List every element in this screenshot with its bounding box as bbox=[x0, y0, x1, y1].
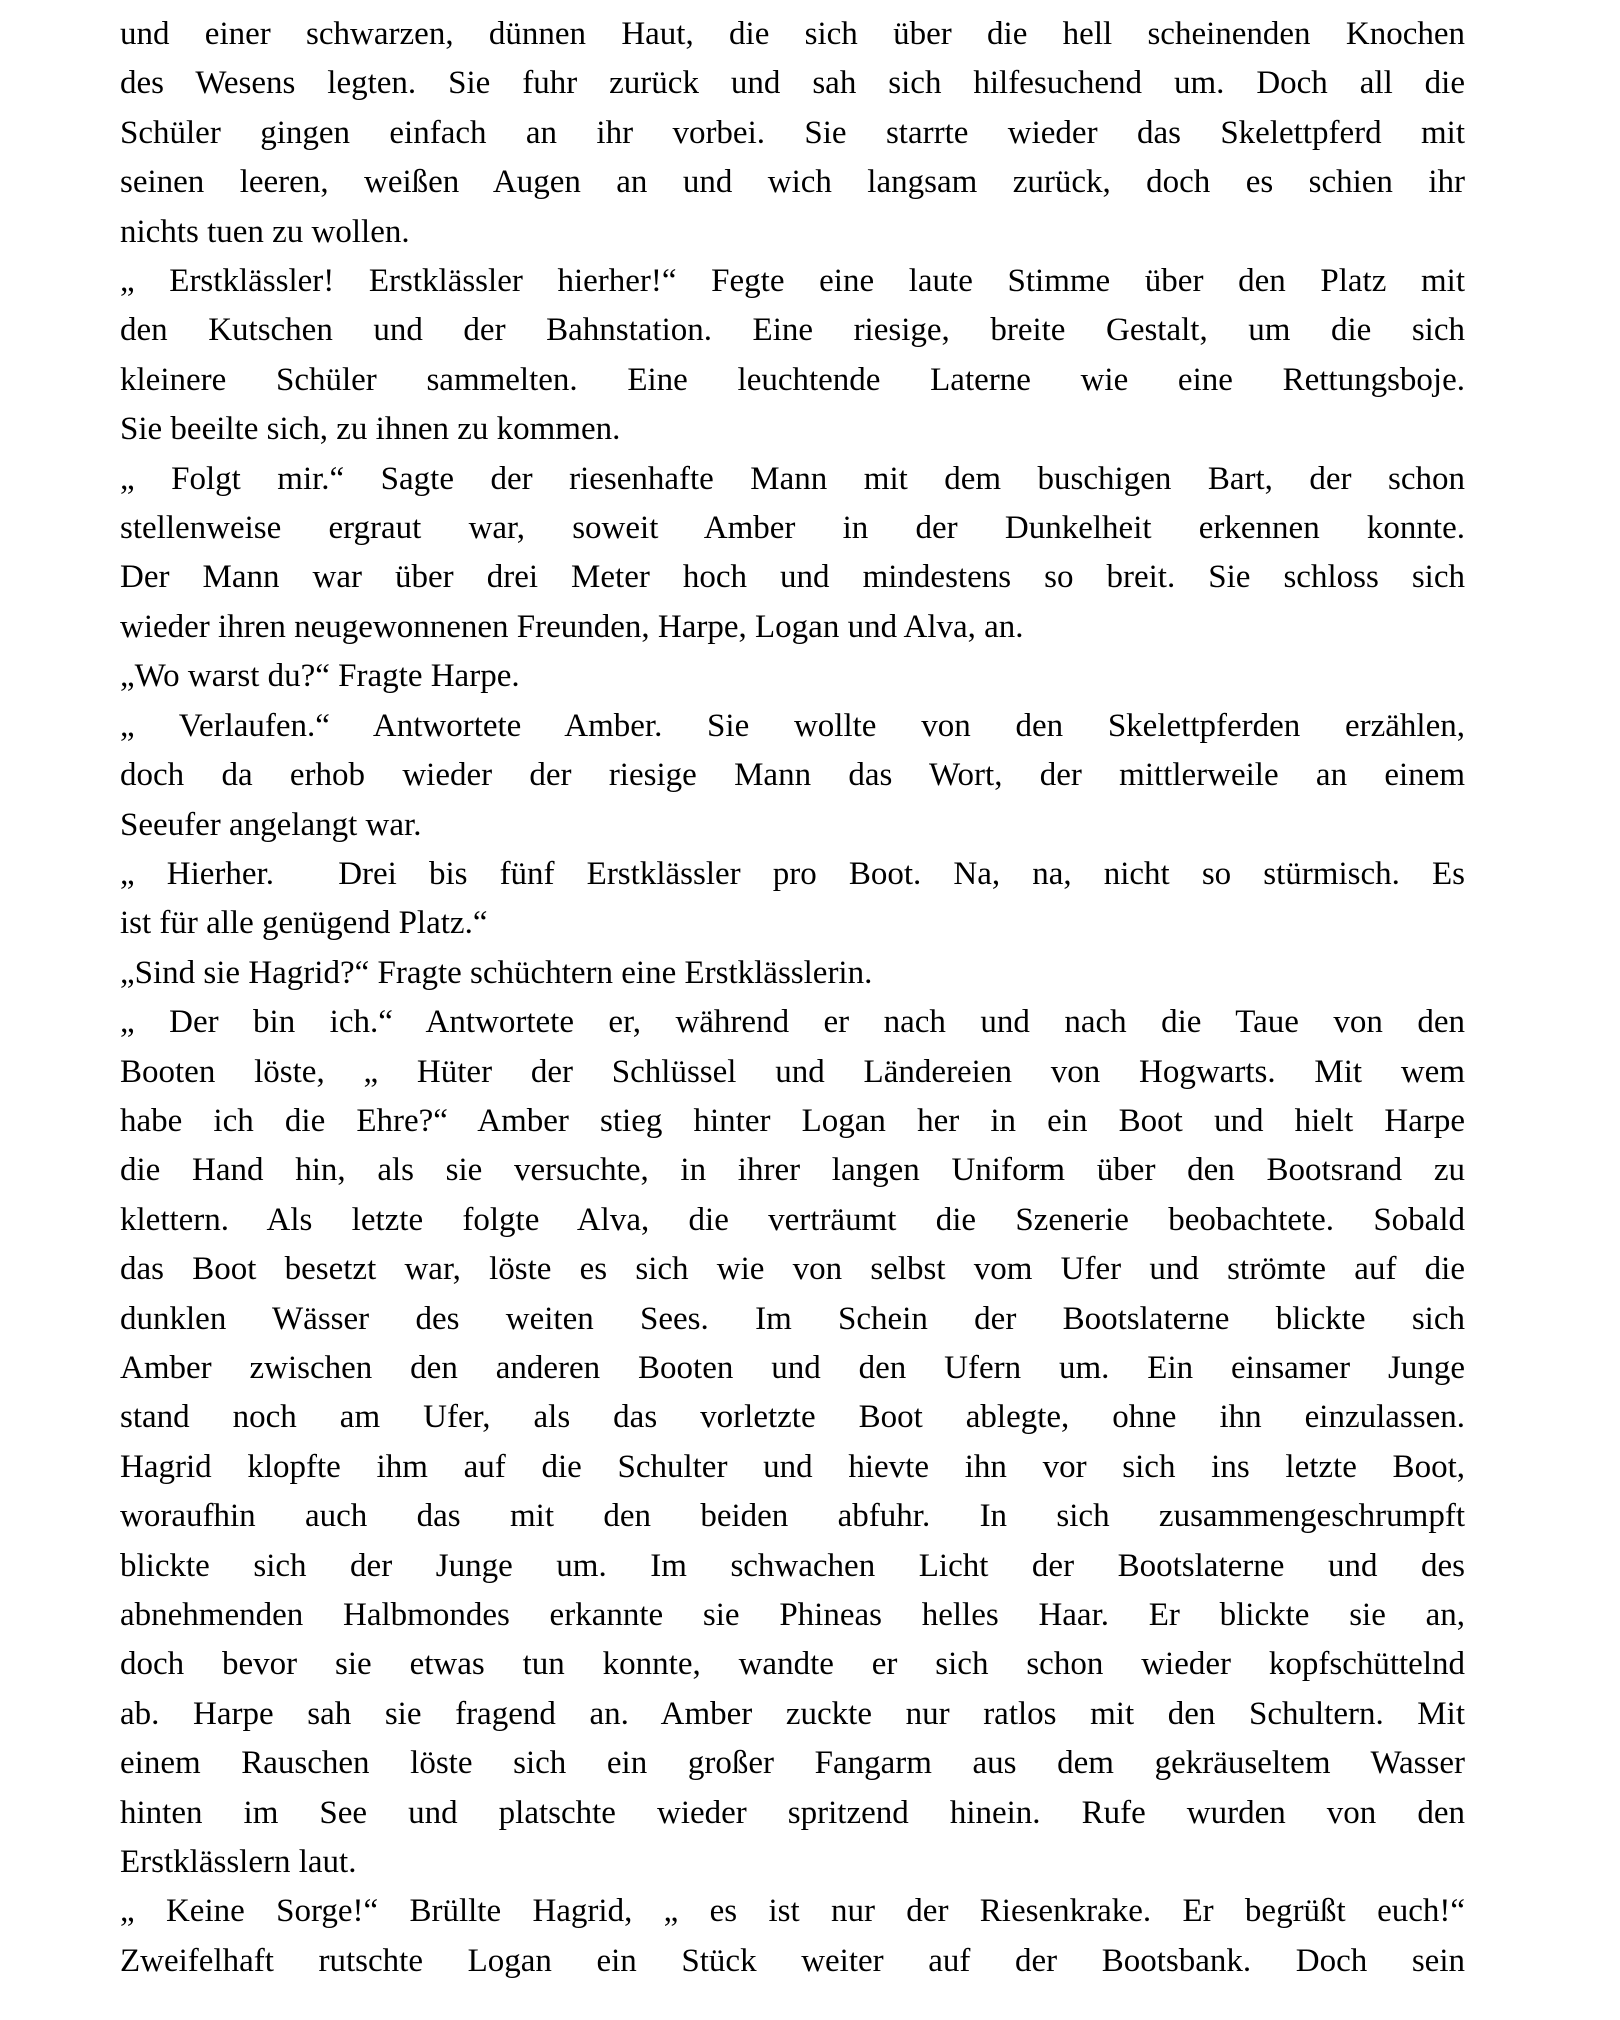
text-line: „ Erstklässler! Erstklässler hierher!“ Fegte eine laute Stimme über den Platz mit bbox=[120, 263, 1465, 300]
text-line: Sie beeilte sich, zu ihnen zu kommen. bbox=[120, 411, 621, 448]
text-line: und einer schwarzen, dünnen Haut, die sich über die hell scheinenden Knochen bbox=[120, 16, 1465, 52]
text-line: des Wesens legten. Sie fuhr zurück und sah sich hilfesuchend um. Doch all die bbox=[120, 65, 1465, 102]
text-line: dunklen Wässer des weiten Sees. Im Schein der Bootslaterne blickte sich bbox=[120, 1300, 1465, 1337]
text-line: „Wo warst du?“ Fragte Harpe. bbox=[120, 658, 520, 695]
page-text bbox=[120, 10, 1465, 1986]
text-line: hinten im See und platschte wieder spritzend hinein. Rufe wurden von den bbox=[120, 1794, 1465, 1831]
text-line: „ Keine Sorge!“ Brüllte Hagrid, „ es ist nur der Riesenkrake. Er begrüßt euch!“ bbox=[120, 1893, 1465, 1930]
text-line: „Sind sie Hagrid?“ Fragte schüchtern eine Erstklässlerin. bbox=[120, 954, 873, 991]
text-line: Erstklässlern laut. bbox=[120, 1844, 357, 1881]
text-line: doch da erhob wieder der riesige Mann das Wort, der mittlerweile an einem bbox=[120, 757, 1465, 794]
text-line: Zweifelhaft rutschte Logan ein Stück weiter auf der Bootsbank. Doch sein bbox=[120, 1942, 1465, 1979]
text-line: die Hand hin, als sie versuchte, in ihrer langen Uniform über den Bootsrand zu bbox=[120, 1152, 1465, 1189]
text-line: ist für alle genügend Platz.“ bbox=[120, 905, 488, 942]
text-line: Amber zwischen den anderen Booten und den Ufern um. Ein einsamer Junge bbox=[120, 1349, 1465, 1386]
text-line: stellenweise ergraut war, soweit Amber in der Dunkelheit erkennen konnte. bbox=[120, 510, 1465, 547]
text-line: „ Hierher. Drei bis fünf Erstklässler pro Boot. Na, na, nicht so stürmisch. Es bbox=[120, 855, 1465, 892]
text-line: Schüler gingen einfach an ihr vorbei. Sie starrte wieder das Skelettpferd mit bbox=[120, 114, 1465, 151]
text-line: abnehmenden Halbmondes erkannte sie Phineas helles Haar. Er blickte sie an, bbox=[120, 1597, 1465, 1633]
text-line: das Boot besetzt war, löste es sich wie von selbst vom Ufer und strömte auf die bbox=[120, 1251, 1465, 1288]
text-line: „ Verlaufen.“ Antwortete Amber. Sie wollte von den Skelettpferden erzählen, bbox=[120, 707, 1465, 744]
text-line: „ Folgt mir.“ Sagte der riesenhafte Mann mit dem buschigen Bart, der schon bbox=[120, 460, 1465, 497]
text-line: Hagrid klopfte ihm auf die Schulter und hievte ihn vor sich ins letzte Boot, bbox=[120, 1448, 1465, 1485]
text-line: nichts tuen zu wollen. bbox=[120, 213, 410, 250]
text-line: kleinere Schüler sammelten. Eine leuchtende Laterne wie eine Rettungsboje. bbox=[120, 361, 1465, 398]
text-line: woraufhin auch das mit den beiden abfuhr. In sich zusammengeschrumpft bbox=[120, 1498, 1465, 1535]
text-line: stand noch am Ufer, als das vorletzte Boot ablegte, ohne ihn einzulassen. bbox=[120, 1399, 1465, 1436]
text-line: den Kutschen und der Bahnstation. Eine riesige, breite Gestalt, um die sich bbox=[120, 312, 1465, 349]
text-line: ab. Harpe sah sie fragend an. Amber zuckte nur ratlos mit den Schultern. Mit bbox=[120, 1695, 1465, 1732]
text-line: blickte sich der Junge um. Im schwachen Licht der Bootslaterne und des bbox=[120, 1547, 1465, 1584]
text-line: Der Mann war über drei Meter hoch und mindestens so breit. Sie schloss sich bbox=[120, 559, 1465, 596]
text-line: „ Der bin ich.“ Antwortete er, während er nach und nach die Taue von den bbox=[120, 1004, 1465, 1041]
text-line: habe ich die Ehre?“ Amber stieg hinter Logan her in ein Boot und hielt Harpe bbox=[120, 1102, 1465, 1139]
text-line: Booten löste, „ Hüter der Schlüssel und Ländereien von Hogwarts. Mit wem bbox=[120, 1053, 1465, 1090]
text-line: seinen leeren, weißen Augen an und wich langsam zurück, doch es schien ihr bbox=[120, 164, 1465, 201]
text-line: doch bevor sie etwas tun konnte, wandte er sich schon wieder kopfschüttelnd bbox=[120, 1646, 1465, 1683]
text-line: Seeufer angelangt war. bbox=[120, 806, 422, 843]
text-line: einem Rauschen löste sich ein großer Fangarm aus dem gekräuseltem Wasser bbox=[120, 1745, 1465, 1782]
text-line: klettern. Als letzte folgte Alva, die verträumt die Szenerie beobachtete. Sobald bbox=[120, 1201, 1465, 1238]
text-line: wieder ihren neugewonnenen Freunden, Harpe, Logan und Alva, an. bbox=[120, 608, 1024, 645]
